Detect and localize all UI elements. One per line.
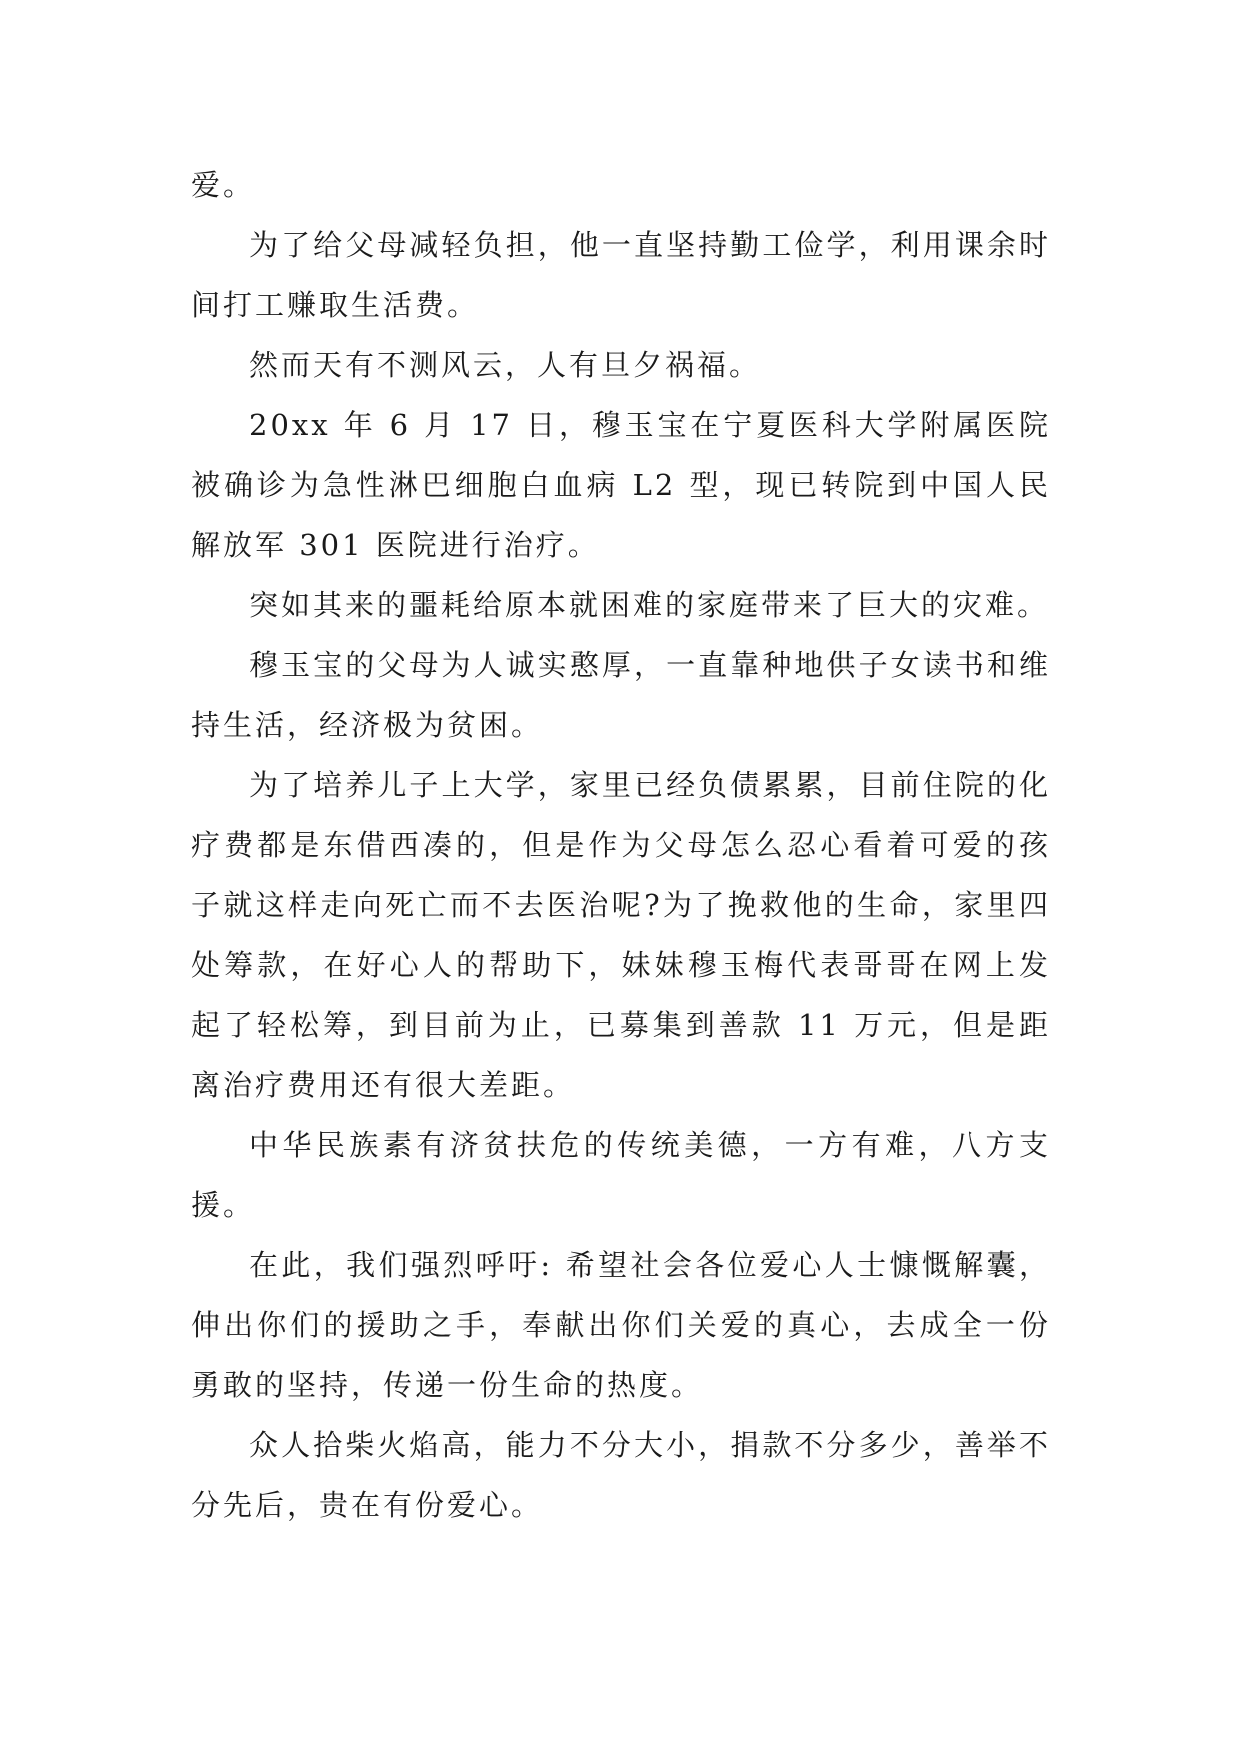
paragraph-diagnosis: 20xx 年 6 月 17 日，穆玉宝在宁夏医科大学附属医院被确诊为急性淋巴细胞白血病 L2 型，现已转院到中国人民解放军 301 医院进行治疗。 xyxy=(191,408,1051,562)
paragraph-tradition: 中华民族素有济贫扶危的传统美德，一方有难，八方支援。 xyxy=(191,1128,1051,1222)
paragraph-fundraising: 为了培养儿子上大学，家里已经负债累累，目前住院的化疗费都是东借西凑的，但是作为父母怎么忍心看着可爱的孩子就这样走向死亡而不去医治呢?为了挽救他的生命，家里四处筹款，在好心人的帮助下，妹妹穆玉梅代表哥哥在网上发起了轻松筹，到目前为止，已募集到善款 11 万元，但是距离治疗费用还有很大差距。 xyxy=(191,768,1051,1102)
body-text xyxy=(191,155,1051,1535)
paragraph-misfortune: 然而天有不测风云，人有旦夕祸福。 xyxy=(249,348,762,382)
paragraph-work-study: 为了给父母减轻负担，他一直坚持勤工俭学，利用课余时间打工赚取生活费。 xyxy=(191,228,1051,322)
paragraph-continuation: 爱。 xyxy=(191,168,256,202)
paragraph-parents: 穆玉宝的父母为人诚实憨厚，一直靠种地供子女读书和维持生活，经济极为贫困。 xyxy=(191,648,1051,742)
paragraph-appeal: 在此，我们强烈呼吁: 希望社会各位爱心人士慷慨解囊，伸出你们的援助之手，奉献出你们关爱的真心，去成全一份勇敢的坚持，传递一份生命的热度。 xyxy=(191,1248,1051,1402)
paragraph-disaster: 突如其来的噩耗给原本就困难的家庭带来了巨大的灾难。 xyxy=(249,588,1050,622)
paragraph-closing: 众人拾柴火焰高，能力不分大小，捐款不分多少，善举不分先后，贵在有份爱心。 xyxy=(191,1428,1051,1522)
